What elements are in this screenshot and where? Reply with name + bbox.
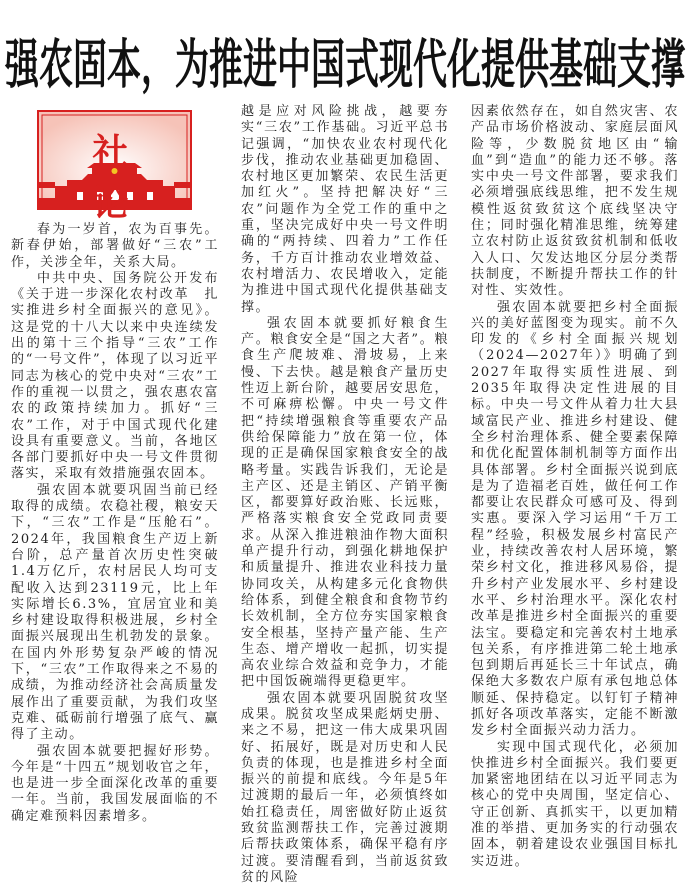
article-column-1 — [11, 222, 219, 825]
paragraph: 越是应对风险挑战，越要夯实“三农”工作基础。习近平总书记强调，“加快农业农村现代化步伐，推动农业基础更加稳固、农村地区更加繁荣、农民生活更加红火”。坚持把解决好“三农”问题作为全党工作的重中之重，坚决完成好中央一号文件明确的“两持续、四着力”工作任务，千方百计推动农业增效益、农村增活力、农民增收入，定能为推进中国式现代化提供基础支撑。 — [241, 104, 449, 315]
paragraph: 强农固本就要把乡村全面振兴的美好蓝图变为现实。前不久印发的《乡村全面振兴规划（2024—2027年）》明确了到2027年取得实质性进展、到2035年取得决定性进展的目标。中央一号文件从着力壮大县域富民产业、推进乡村建设、健全乡村治理体系、健全要素保障和优化配置体制机制等方面作出具体部署。乡村全面振兴说到底是为了造福老百姓，做任何工作都要让农民群众可感可及、得到实惠。要深入学习运用“千万工程”经验，积极发展乡村富民产业，持续改善农村人居环境，繁荣乡村文化，推进移风易俗，提升乡村产业发展水平、乡村建设水平、乡村治理水平。深化农村改革是推进乡村全面振兴的重要法宝。要稳定和完善农村土地承包关系，有序推进第二轮土地承包到期后再延长三十年试点，确保绝大多数农户原有承包地总体顺延、保持稳定。以钉钉子精神抓好各项改革落实，定能不断激发乡村全面振兴动力活力。 — [471, 299, 679, 739]
paragraph: 强农固本就要巩固当前已经取得的成绩。农稳社稷，粮安天下，“三农”工作是“压舱石”。2024年，我国粮食生产迈上新台阶，总产量首次历史性突破1.4万亿斤，农村居民人均可支配收入达到23119元，比上年实际增长6.3%，宜居宜业和美乡村建设取得积极进展，乡村全面振兴展现出生机勃发的景象。在国内外形势复杂严峻的情况下，“三农”工作取得来之不易的成绩，为推动经济社会高质量发展作出了重要贡献，为我们攻坚克难、砥砺前行增强了底气、赢得了主动。 — [11, 482, 219, 743]
headline: 强农固本，为推进中国式现代化提供基础支撑 — [5, 34, 685, 97]
paragraph: 实现中国式现代化，必须加快推进乡村全面振兴。我们要更加紧密地团结在以习近平同志为核心的党中央周围，坚定信心、守正创新、真抓实干，以更加精准的举措、更加务实的行动强农固本，朝着建设农业强国目标扎实迈进。 — [471, 739, 679, 869]
paragraph: 中共中央、国务院公开发布《关于进一步深化农村改革 扎实推进乡村全面振兴的意见》。这是党的十八大以来中央连续发出的第十三个指导“三农”工作的“一号文件”，体现了以习近平同志为核心的党中央对“三农”工作的重视一以贯之，强农惠农富农的政策持续加力。抓好“三农”工作，对于中国式现代化建设具有重要意义。当前，各地区各部门要抓好中央一号文件贯彻落实，采取有效措施强农固本。 — [11, 270, 219, 482]
paragraph: 因素依然存在，如自然灾害、农产品市场价格波动、家庭层面风险等，少数脱贫地区由“输血”到“造血”的能力还不够。落实中央一号文件部署，要求我们必须增强底线思维，把不发生规模性返贫致贫这个底线坚决守住；同时强化精准思维，统筹建立农村防止返贫致贫机制和低收入人口、欠发达地区分层分类帮扶制度，不断提升帮扶工作的针对性、实效性。 — [471, 104, 679, 299]
editorial-label: 社 论 — [92, 131, 151, 224]
article-column-2 — [241, 104, 449, 886]
paragraph: 春为一岁首，农为百事先。新春伊始，部署做好“三农”工作，关涉全年，关系大局。 — [11, 222, 219, 270]
article-column-3 — [471, 104, 679, 870]
editorial-logo — [37, 110, 192, 224]
paragraph: 强农固本就要把握好形势。今年是“十四五”规划收官之年，也是进一步全面深化改革的重要一年。当前，我国发展面临的不确定难预料因素增多。 — [11, 743, 219, 824]
paragraph: 强农固本就要巩固脱贫攻坚成果。脱贫攻坚成果彪炳史册、来之不易，把这一伟大成果巩固好、拓展好，既是对历史和人民负责的体现，也是推进乡村全面振兴的前提和底线。今年是5年过渡期的最后一年，必须慎终如始扛稳责任，周密做好防止返贫致贫监测帮扶工作，完善过渡期后帮扶政策体系，确保平稳有序过渡。要清醒看到，当前返贫致贫的风险 — [241, 690, 449, 885]
paragraph: 强农固本就要抓好粮食生产。粮食安全是“国之大者”。粮食生产爬坡难、滑坡易，上来慢、下去快。越是粮食产量历史性迈上新台阶，越要居安思危，不可麻痹松懈。中央一号文件把“持续增强粮食等重要农产品供给保障能力”放在第一位，体现的正是确保国家粮食安全的战略考量。实践告诉我们，无论是主产区、还是主销区、产销平衡区，都要算好政治账、长远账，严格落实粮食安全党政同责要求。从深入推进粮油作物大面积单产提升行动，到强化耕地保护和质量提升、推进农业科技力量协同攻关，从构建多元化食物供给体系，到健全粮食和食物节约长效机制，全方位夯实国家粮食安全根基，坚持产量产能、生产生态、增产增收一起抓，切实提高农业综合效益和竞争力，才能把中国饭碗端得更稳更牢。 — [241, 315, 449, 690]
